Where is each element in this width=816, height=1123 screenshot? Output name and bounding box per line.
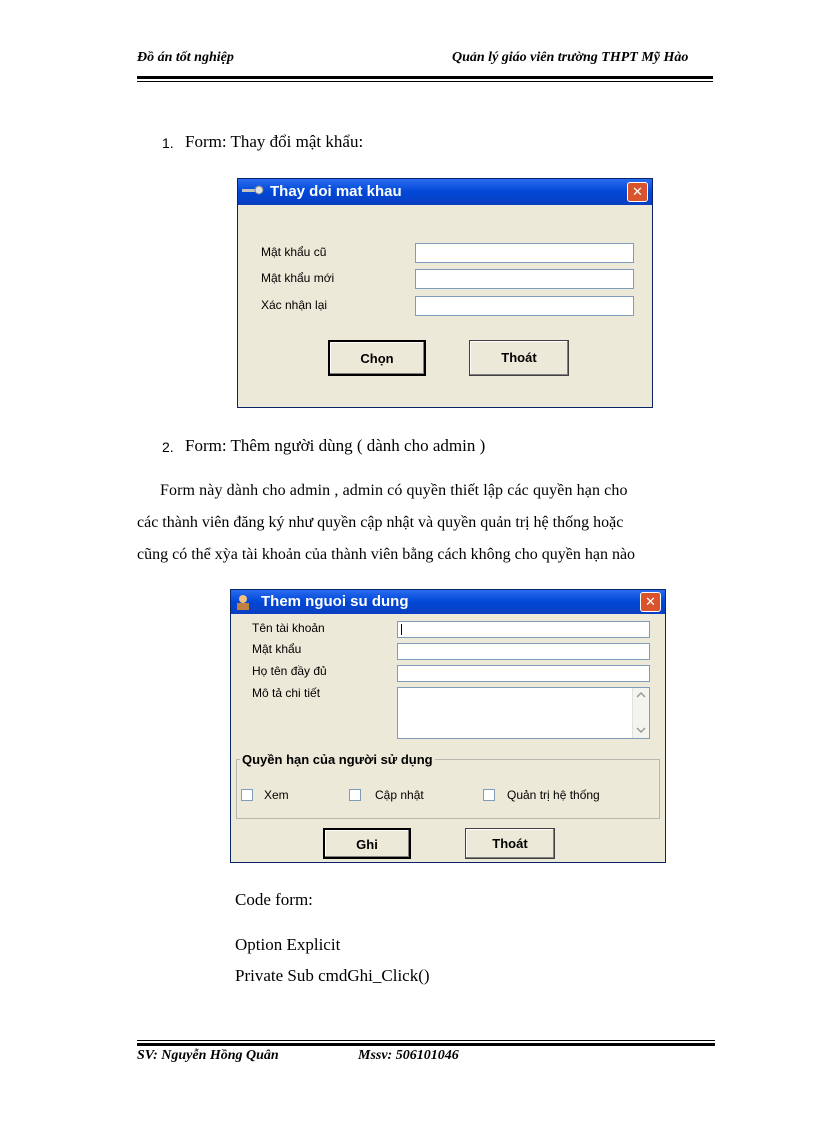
username-label: Tên tài khoản xyxy=(252,621,325,635)
key-icon xyxy=(242,184,264,198)
change-password-window xyxy=(237,178,653,408)
header-left: Đồ án tốt nghiệp xyxy=(137,50,234,65)
description-label: Mô tả chi tiết xyxy=(252,686,321,700)
update-checkbox-label: Cập nhật xyxy=(375,788,424,802)
old-password-input[interactable] xyxy=(415,243,634,263)
add-user-titlebar xyxy=(231,590,665,614)
save-button[interactable]: Ghi xyxy=(323,828,411,859)
section1-number: 1. xyxy=(162,135,174,151)
fullname-input[interactable] xyxy=(397,665,650,682)
password-label: Mật khẩu xyxy=(252,642,302,656)
fullname-label: Họ tên đầy đủ xyxy=(252,664,327,678)
footer-rule-thin xyxy=(137,1040,715,1041)
view-checkbox[interactable] xyxy=(241,789,253,801)
description-textarea[interactable] xyxy=(397,687,650,739)
text-cursor xyxy=(401,624,402,635)
update-checkbox[interactable] xyxy=(349,789,361,801)
header-right: Quản lý giáo viên trường THPT Mỹ Hào xyxy=(452,50,689,65)
exit-button[interactable]: Thoát xyxy=(465,828,555,859)
footer-rule-thick xyxy=(137,1043,715,1046)
add-user-title: Them nguoi su dung xyxy=(261,593,409,610)
section2-number: 2. xyxy=(162,439,174,455)
section1-title: Form: Thay đổi mật khẩu: xyxy=(185,132,364,151)
close-button[interactable]: ✕ xyxy=(640,592,661,612)
new-password-input[interactable] xyxy=(415,269,634,289)
paragraph-line-3: cũng có thể xỳa tài khoản của thành viên bằng cách không cho quyền hạn nào xyxy=(137,546,636,563)
scrollbar[interactable] xyxy=(632,688,649,738)
code-line-2: Private Sub cmdGhi_Click() xyxy=(235,966,430,985)
footer-mssv: Mssv: 506101046 xyxy=(358,1048,459,1063)
view-checkbox-label: Xem xyxy=(264,788,289,802)
username-input[interactable] xyxy=(397,621,650,638)
header-rule-thick xyxy=(137,76,713,79)
new-password-label: Mật khẩu mới xyxy=(261,271,335,285)
section2-title: Form: Thêm người dùng ( dành cho admin ) xyxy=(185,436,486,455)
scroll-up-icon[interactable] xyxy=(635,690,647,700)
exit-button[interactable]: Thoát xyxy=(469,340,569,376)
admin-checkbox[interactable] xyxy=(483,789,495,801)
user-icon xyxy=(235,594,251,610)
code-form-label: Code form: xyxy=(235,890,313,909)
confirm-password-label: Xác nhận lại xyxy=(261,298,328,312)
admin-checkbox-label: Quản trị hệ thống xyxy=(507,788,600,802)
footer-student: SV: Nguyễn Hồng Quân xyxy=(137,1048,279,1063)
change-password-title: Thay doi mat khau xyxy=(270,183,402,200)
paragraph-line-1: Form này dành cho admin , admin có quyền thiết lập các quyền hạn cho xyxy=(160,482,628,499)
password-input[interactable] xyxy=(397,643,650,660)
permissions-group-title: Quyền hạn của người sử dụng xyxy=(242,752,433,767)
confirm-password-input[interactable] xyxy=(415,296,634,316)
code-line-1: Option Explicit xyxy=(235,935,341,954)
close-button[interactable]: ✕ xyxy=(627,182,648,202)
header-rule-thin xyxy=(137,81,713,82)
old-password-label: Mật khẩu cũ xyxy=(261,245,327,259)
paragraph-line-2: các thành viên đăng ký như quyền cập nhật và quyền quản trị hệ thống hoặc xyxy=(137,514,624,531)
choose-button[interactable]: Chọn xyxy=(328,340,426,376)
scroll-down-icon[interactable] xyxy=(635,725,647,735)
change-password-titlebar xyxy=(238,179,652,205)
add-user-window xyxy=(230,589,666,863)
